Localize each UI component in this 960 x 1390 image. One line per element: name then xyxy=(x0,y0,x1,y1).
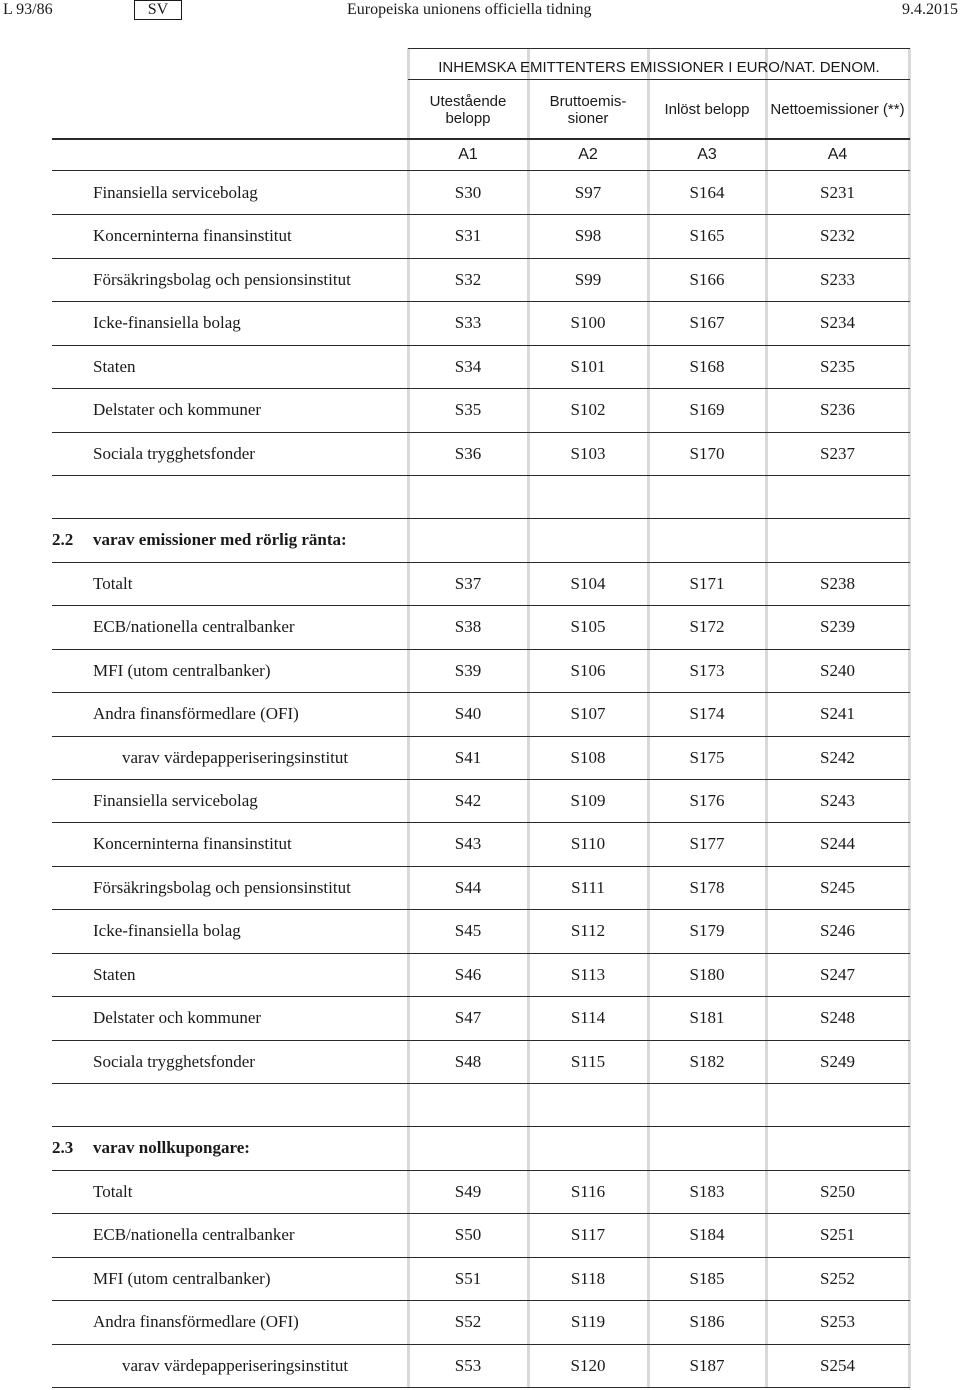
cell-code: S241 xyxy=(820,704,855,723)
col-code-a1: A1 xyxy=(458,146,478,163)
cell-code: S175 xyxy=(689,748,725,767)
table-row xyxy=(0,996,960,1039)
cell-code: S111 xyxy=(571,878,605,897)
cell-code: S114 xyxy=(570,1008,606,1027)
cell-code: S110 xyxy=(570,834,606,853)
col-header-outstanding: Utestående belopp xyxy=(429,93,507,127)
table-row xyxy=(0,258,960,301)
table-row xyxy=(0,953,960,996)
cell-code: S33 xyxy=(454,313,482,332)
row-label: Staten xyxy=(93,357,136,376)
cell-code: S37 xyxy=(454,574,482,593)
cell-code: S181 xyxy=(689,1008,725,1027)
table-row xyxy=(0,562,960,605)
table-row xyxy=(0,1257,960,1300)
cell-code: S237 xyxy=(820,444,855,463)
row-label: Finansiella servicebolag xyxy=(93,791,258,810)
cell-code: S39 xyxy=(454,661,482,680)
cell-code: S165 xyxy=(689,226,725,245)
cell-code: S248 xyxy=(820,1008,855,1027)
table-row xyxy=(0,736,960,779)
rule-line xyxy=(52,1387,910,1388)
cell-code: S240 xyxy=(820,661,855,680)
cell-code: S44 xyxy=(454,878,482,897)
cell-code: S166 xyxy=(689,270,725,289)
row-label: Icke-finansiella bolag xyxy=(93,921,241,940)
row-label: Delstater och kommuner xyxy=(93,400,262,419)
col-code-a3: A3 xyxy=(697,146,717,163)
rule-line xyxy=(52,475,910,476)
cell-code: S234 xyxy=(820,313,855,332)
cell-code: S182 xyxy=(689,1052,725,1071)
cell-code: S251 xyxy=(820,1225,855,1244)
cell-code: S249 xyxy=(820,1052,855,1071)
page-reference: L 93/86 xyxy=(3,1,53,18)
cell-code: S98 xyxy=(574,226,602,245)
cell-code: S105 xyxy=(570,617,606,636)
table-row xyxy=(0,692,960,735)
table-row xyxy=(0,649,960,692)
table-row xyxy=(0,1040,960,1083)
cell-code: S36 xyxy=(454,444,482,463)
cell-code: S42 xyxy=(454,791,482,810)
col-header-redemptions: Inlöst belopp xyxy=(664,101,750,118)
journal-title: Europeiska unionens officiella tidning xyxy=(347,1,592,18)
cell-code: S176 xyxy=(689,791,725,810)
cell-code: S48 xyxy=(454,1052,482,1071)
row-label: varav värdepapperiseringsinstitut xyxy=(122,748,349,767)
col-code-a2: A2 xyxy=(578,146,598,163)
rule-line xyxy=(408,48,910,49)
row-label: Försäkringsbolag och pensionsinstitut xyxy=(93,270,351,289)
cell-code: S116 xyxy=(570,1182,606,1201)
cell-code: S104 xyxy=(570,574,606,593)
rule-line xyxy=(408,79,910,80)
cell-code: S178 xyxy=(689,878,725,897)
cell-code: S183 xyxy=(689,1182,725,1201)
row-label: Totalt xyxy=(93,574,133,593)
cell-code: S245 xyxy=(820,878,855,897)
row-label: ECB/nationella centralbanker xyxy=(93,1225,295,1244)
row-label: Sociala trygghetsfonder xyxy=(93,444,255,463)
row-label: Staten xyxy=(93,965,136,984)
row-label: MFI (utom centralbanker) xyxy=(93,661,271,680)
cell-code: S32 xyxy=(454,270,482,289)
cell-code: S187 xyxy=(689,1356,725,1375)
cell-code: S97 xyxy=(574,183,602,202)
section-heading xyxy=(0,1126,960,1169)
cell-code: S238 xyxy=(820,574,855,593)
cell-code: S164 xyxy=(689,183,725,202)
cell-code: S173 xyxy=(689,661,725,680)
cell-code: S52 xyxy=(454,1312,482,1331)
cell-code: S47 xyxy=(454,1008,482,1027)
cell-code: S172 xyxy=(689,617,725,636)
table-row xyxy=(0,388,960,431)
cell-code: S38 xyxy=(454,617,482,636)
table-row xyxy=(0,1213,960,1256)
cell-code: S169 xyxy=(689,400,725,419)
row-label: Koncerninterna finansinstitut xyxy=(93,226,292,245)
cell-code: S180 xyxy=(689,965,725,984)
row-label: Totalt xyxy=(93,1182,133,1201)
publication-date: 9.4.2015 xyxy=(902,1,958,18)
cell-code: S101 xyxy=(570,357,606,376)
table-row xyxy=(0,779,960,822)
row-label: varav värdepapperiseringsinstitut xyxy=(122,1356,349,1375)
cell-code: S45 xyxy=(454,921,482,940)
row-label: ECB/nationella centralbanker xyxy=(93,617,295,636)
row-label: Sociala trygghetsfonder xyxy=(93,1052,255,1071)
row-label: Icke-finansiella bolag xyxy=(93,313,241,332)
row-label: Koncerninterna finansinstitut xyxy=(93,834,292,853)
cell-code: S177 xyxy=(689,834,725,853)
cell-code: S115 xyxy=(570,1052,606,1071)
table-row xyxy=(0,605,960,648)
table-row xyxy=(0,822,960,865)
cell-code: S103 xyxy=(570,444,606,463)
cell-code: S120 xyxy=(570,1356,606,1375)
cell-code: S233 xyxy=(820,270,855,289)
cell-code: S243 xyxy=(820,791,855,810)
cell-code: S185 xyxy=(689,1269,725,1288)
cell-code: S40 xyxy=(454,704,482,723)
cell-code: S119 xyxy=(570,1312,606,1331)
section-heading xyxy=(0,518,960,561)
cell-code: S112 xyxy=(570,921,606,940)
cell-code: S113 xyxy=(570,965,606,984)
cell-code: S109 xyxy=(570,791,606,810)
table-row xyxy=(0,214,960,257)
cell-code: S117 xyxy=(570,1225,606,1244)
cell-code: S167 xyxy=(689,313,725,332)
cell-code: S247 xyxy=(820,965,855,984)
row-label: Finansiella servicebolag xyxy=(93,183,258,202)
cell-code: S30 xyxy=(454,183,482,202)
cell-code: S35 xyxy=(454,400,482,419)
cell-code: S51 xyxy=(454,1269,482,1288)
cell-code: S254 xyxy=(820,1356,855,1375)
cell-code: S34 xyxy=(454,357,482,376)
table-row xyxy=(0,1170,960,1213)
cell-code: S186 xyxy=(689,1312,725,1331)
table-row xyxy=(0,345,960,388)
row-label: Andra finansförmedlare (OFI) xyxy=(93,1312,299,1331)
table-row xyxy=(0,171,960,214)
col-code-a4: A4 xyxy=(827,146,848,163)
cell-code: S253 xyxy=(820,1312,855,1331)
cell-code: S46 xyxy=(454,965,482,984)
cell-code: S107 xyxy=(570,704,606,723)
cell-code: S50 xyxy=(454,1225,482,1244)
cell-code: S250 xyxy=(820,1182,855,1201)
cell-code: S99 xyxy=(574,270,602,289)
table-row xyxy=(0,301,960,344)
cell-code: S170 xyxy=(689,444,725,463)
cell-code: S179 xyxy=(689,921,725,940)
table-row xyxy=(0,1344,960,1387)
section-number: 2.2 xyxy=(52,530,74,549)
cell-code: S239 xyxy=(820,617,855,636)
row-label: Andra finansförmedlare (OFI) xyxy=(93,704,299,723)
table-row xyxy=(0,432,960,475)
cell-code: S100 xyxy=(570,313,606,332)
cell-code: S236 xyxy=(820,400,855,419)
col-header-gross-issues: Bruttoemissioner xyxy=(549,93,627,127)
table-row xyxy=(0,866,960,909)
cell-code: S174 xyxy=(689,704,725,723)
cell-code: S49 xyxy=(454,1182,482,1201)
cell-code: S31 xyxy=(454,226,482,245)
cell-code: S118 xyxy=(570,1269,606,1288)
cell-code: S231 xyxy=(820,183,855,202)
rule-line xyxy=(52,1083,910,1084)
cell-code: S41 xyxy=(454,748,482,767)
col-header-net-issues: Nettoemissioner (**) xyxy=(770,101,905,118)
cell-code: S242 xyxy=(820,748,855,767)
section-number: 2.3 xyxy=(52,1138,74,1157)
cell-code: S244 xyxy=(820,834,855,853)
group-header: INHEMSKA EMITTENTERS EMISSIONER I EURO/NAT. DENOM. xyxy=(438,59,880,76)
table-row xyxy=(0,1300,960,1343)
cell-code: S43 xyxy=(454,834,482,853)
section-title: varav nollkupongare: xyxy=(93,1138,250,1157)
table-row xyxy=(0,909,960,952)
row-label: Delstater och kommuner xyxy=(93,1008,262,1027)
cell-code: S53 xyxy=(454,1356,482,1375)
language-box: SV xyxy=(134,0,182,20)
section-title: varav emissioner med rörlig ränta: xyxy=(93,530,347,549)
row-label: MFI (utom centralbanker) xyxy=(93,1269,271,1288)
cell-code: S108 xyxy=(570,748,606,767)
cell-code: S232 xyxy=(820,226,855,245)
cell-code: S102 xyxy=(570,400,606,419)
cell-code: S106 xyxy=(570,661,606,680)
cell-code: S171 xyxy=(689,574,725,593)
cell-code: S168 xyxy=(689,357,725,376)
cell-code: S252 xyxy=(820,1269,855,1288)
cell-code: S246 xyxy=(820,921,855,940)
row-label: Försäkringsbolag och pensionsinstitut xyxy=(93,878,351,897)
cell-code: S184 xyxy=(689,1225,725,1244)
cell-code: S235 xyxy=(820,357,855,376)
